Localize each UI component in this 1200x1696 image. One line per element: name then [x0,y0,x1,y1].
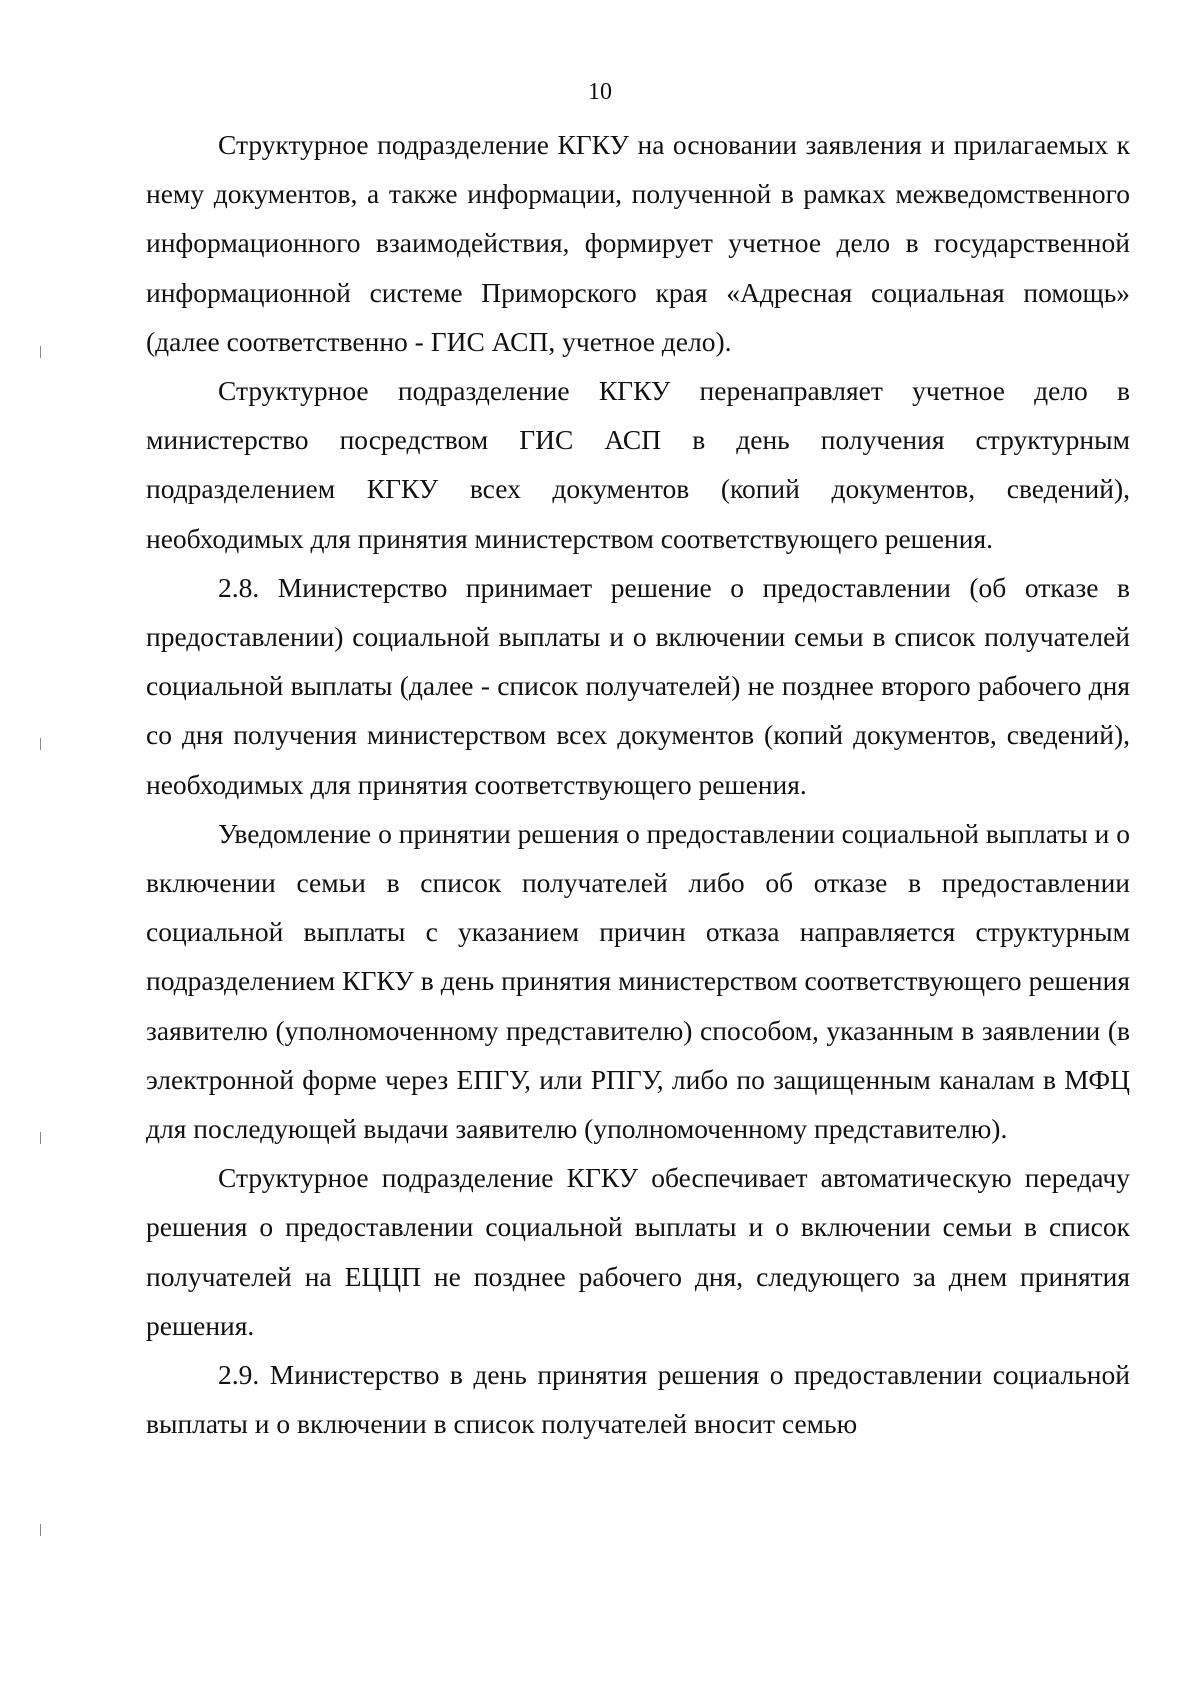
paragraph-account-file: Структурное подразделение КГКУ на основании заявления и прилагаемых к нему документов, а также информации, полученной в рамках межведомственного информационного взаимодействия, формирует учетное дело в государственной информационной системе Приморского края «Адресная социальная помощь» (далее соответственно - ГИС АСП, учетное дело). [146,129,1130,357]
paragraph-2-9-registry: 2.9. Министерство в день принятия решения о предоставлении социальной выплаты и о включении в список получателей вносит семью [146,1359,1130,1440]
paragraph-2-8-decision: 2.8. Министерство принимает решение о предоставлении (об отказе в предоставлении) социальной выплаты и о включении семьи в список получателей социальной выплаты (далее - список получателей) не позднее второго рабочего дня со дня получения министерством всех документов (копий документов, сведений), необходимых для принятия соответствующего решения. [146,571,1130,800]
paragraph-notification: Уведомление о принятии решения о предоставлении социальной выплаты и о включении семьи в список получателей либо об отказе в предоставлении социальной выплаты с указанием причин отказа направляется структурным подразделением КГКУ в день принятия министерством соответствующего решения заявителю (уполномоченному представителю) способом, указанным в заявлении (в электронной форме через ЕПГУ, или РПГУ, либо по защищенным каналам в МФЦ для последующей выдачи заявителю (уполномоченному представителю). [146,817,1130,1145]
scan-margin-mark [40,1132,41,1144]
page-number: 10 [588,79,612,105]
paragraph-automatic-transfer: Структурное подразделение КГКУ обеспечивает автоматическую передачу решения о предоставлении социальной выплаты и о включении семьи в список получателей на ЕЦЦП не позднее рабочего дня, следующего за днем принятия решения. [146,1162,1130,1341]
scan-margin-mark [40,738,41,750]
paragraph-redirect-file: Структурное подразделение КГКУ перенаправляет учетное дело в министерство посредством ГИС АСП в день получения структурным подразделением КГКУ всех документов (копий документов, сведений), необходимых для принятия министерством соответствующего решения. [146,375,1130,554]
document-body [146,120,1130,1448]
scan-margin-mark [40,346,41,358]
scan-margin-mark [40,1524,41,1536]
